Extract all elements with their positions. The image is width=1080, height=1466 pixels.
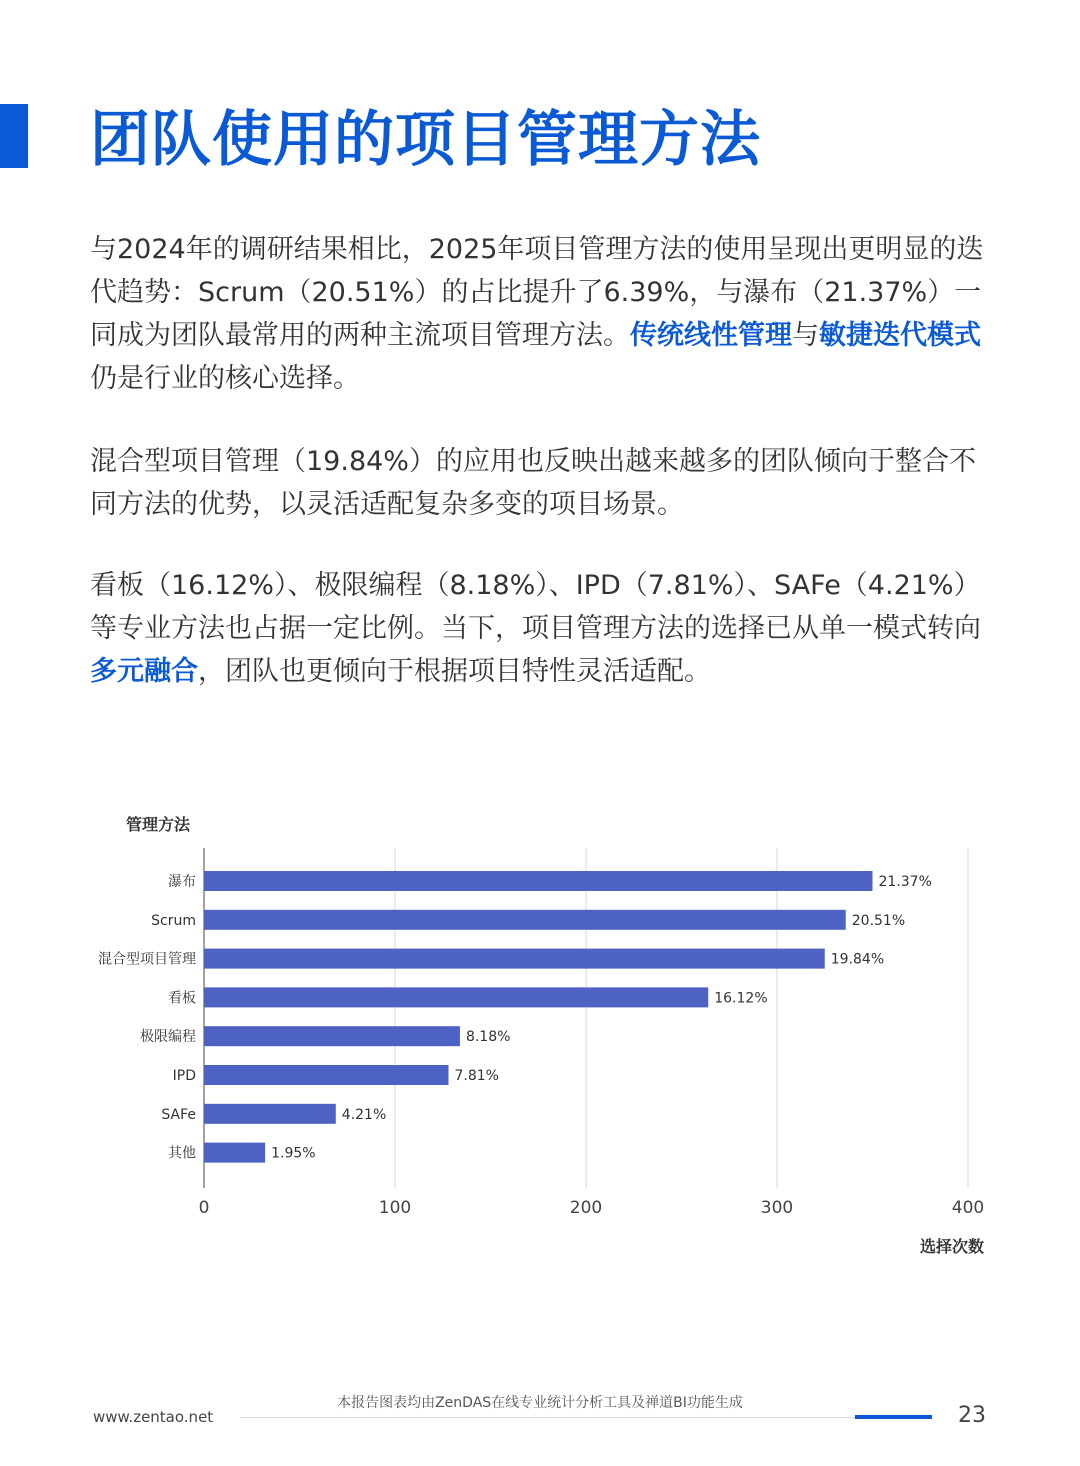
data-label: 19.84% (830, 951, 885, 968)
data-label: 1.95% (271, 1145, 316, 1162)
page-title: 团队使用的项目管理方法 (90, 105, 761, 175)
bar (204, 1104, 336, 1124)
highlight-agile-iteration: 敏捷迭代模式 (819, 320, 981, 351)
category-label: Scrum (151, 912, 196, 929)
category-label: 瀑布 (168, 874, 196, 890)
x-axis-title: 选择次数 (919, 1237, 984, 1256)
footer-note: 本报告图表均由ZenDAS在线专业统计分析工具及禅道BI功能生成 (337, 1395, 743, 1411)
data-label: 20.51% (851, 912, 906, 929)
data-label: 21.37% (878, 874, 932, 890)
paragraph-1 (90, 228, 995, 400)
paragraph-3 (90, 564, 995, 693)
category-label: 其他 (168, 1145, 196, 1162)
data-label: 7.81% (454, 1068, 499, 1084)
paragraph-2-text: 混合型项目管理（19.84%）的应用也反映出越来越多的团队倾向于整合不同方法的优势，以灵活适配复杂多变的项目场景。 (90, 446, 976, 520)
paragraph-2 (90, 440, 995, 526)
methods-bar-chart (80, 800, 1000, 1270)
x-tick-label: 400 (951, 1198, 985, 1218)
bar (204, 987, 708, 1007)
footer-divider-accent (855, 1415, 932, 1419)
x-tick-label: 100 (378, 1198, 412, 1218)
paragraph-1-ending: 仍是行业的核心选择。 (90, 363, 360, 394)
footer-url[interactable]: www.zentao.net (93, 1408, 214, 1426)
bar (204, 910, 846, 930)
y-axis-title: 管理方法 (126, 815, 191, 834)
data-label: 16.12% (714, 990, 768, 1007)
data-label: 4.21% (341, 1106, 387, 1123)
bar (204, 871, 873, 891)
x-tick-label: 200 (569, 1198, 603, 1218)
category-label: 混合型项目管理 (98, 951, 196, 968)
title-accent-bar (0, 104, 28, 168)
bar (204, 949, 825, 969)
highlight-multi-fusion: 多元融合 (90, 656, 198, 687)
data-label: 8.18% (465, 1029, 511, 1046)
paragraph-3-text: 看板（16.12%）、极限编程（8.18%）、IPD（7.81%）、SAFe（4.21%）等专业方法也占据一定比例。当下，项目管理方法的选择已从单一模式转向 (90, 570, 981, 644)
paragraph-1-text: 与2024年的调研结果相比，2025年项目管理方法的使用呈现出更明显的迭代趋势：Scrum（20.51%）的占比提升了6.39%，与瀑布（21.37%）一同成为团队最常用的两种主流项目管理方法。 (90, 234, 984, 351)
chart-canvas (80, 800, 1000, 1270)
x-tick-label: 300 (760, 1198, 794, 1218)
paragraph-3-ending: ，团队也更倾向于根据项目特性灵活适配。 (198, 656, 711, 687)
category-label: SAFe (161, 1106, 196, 1123)
bar (204, 1065, 448, 1085)
x-tick-label: 0 (198, 1198, 210, 1218)
page-number: 23 (958, 1403, 986, 1428)
category-label: 看板 (168, 990, 196, 1007)
bar (204, 1026, 460, 1046)
paragraph-1-joiner: 与 (792, 320, 819, 351)
highlight-linear-management: 传统线性管理 (630, 320, 792, 351)
bar (204, 1143, 265, 1163)
footer-divider (240, 1417, 930, 1418)
category-label: IPD (172, 1068, 196, 1084)
category-label: 极限编程 (140, 1029, 196, 1046)
